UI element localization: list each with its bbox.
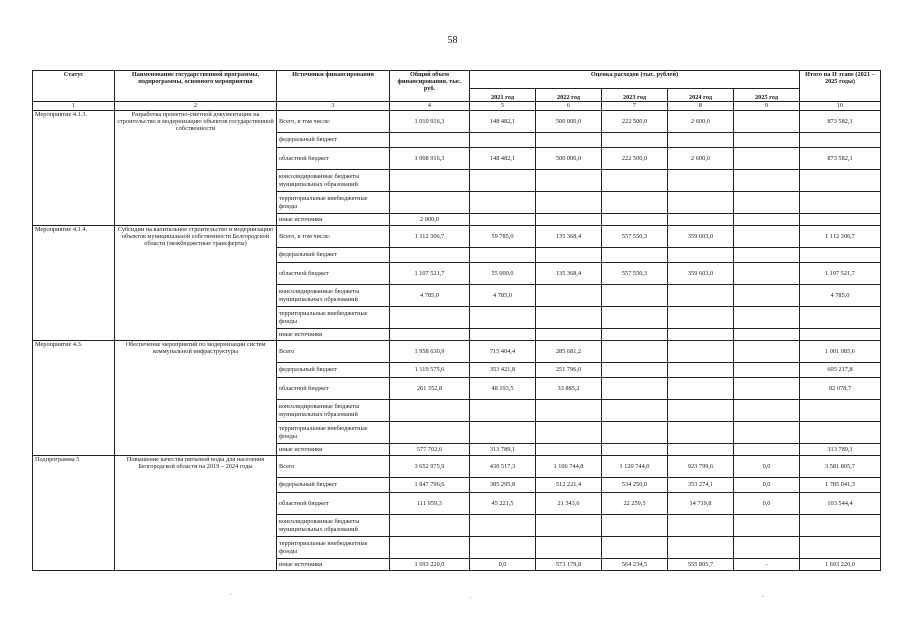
amount-cell: 261 352,8 bbox=[390, 378, 470, 400]
amount-cell bbox=[602, 378, 668, 400]
amount-cell: 55 000,0 bbox=[470, 263, 536, 285]
funding-source: Всего bbox=[277, 341, 390, 363]
row-name: Разработка проектно-сметной документации на строительство и модернизацию объектов государственной собственности bbox=[115, 111, 277, 226]
amount-cell: 135 368,4 bbox=[536, 263, 602, 285]
amount-cell: 873 582,1 bbox=[800, 111, 881, 133]
amount-cell bbox=[470, 170, 536, 192]
funding-source: консолидированные бюджеты муниципальных образований bbox=[277, 170, 390, 192]
funding-source: территориальные внебюджетные фонды bbox=[277, 307, 390, 329]
amount-cell bbox=[602, 214, 668, 226]
amount-cell: 33 885,2 bbox=[536, 378, 602, 400]
amount-cell: 48 193,5 bbox=[470, 378, 536, 400]
amount-cell bbox=[668, 444, 734, 456]
amount-cell bbox=[470, 422, 536, 444]
amount-cell bbox=[602, 537, 668, 559]
amount-cell bbox=[800, 192, 881, 214]
amount-cell bbox=[668, 363, 734, 378]
amount-cell: 4 785,0 bbox=[390, 285, 470, 307]
amount-cell bbox=[470, 515, 536, 537]
amount-cell bbox=[536, 515, 602, 537]
amount-cell bbox=[800, 422, 881, 444]
header-year: 2024 год bbox=[668, 89, 734, 102]
amount-cell bbox=[668, 170, 734, 192]
amount-cell bbox=[602, 192, 668, 214]
amount-cell bbox=[602, 285, 668, 307]
row-status: Мероприятие 4.3. bbox=[33, 341, 115, 456]
amount-cell bbox=[602, 444, 668, 456]
table-row bbox=[33, 341, 881, 363]
amount-cell: 1 120 744,0 bbox=[602, 456, 668, 478]
header-total: Общий объем финансирования, тыс. руб. bbox=[390, 71, 470, 102]
amount-cell: 1 112 306,7 bbox=[390, 226, 470, 248]
amount-cell bbox=[390, 422, 470, 444]
amount-cell: 111 959,3 bbox=[390, 493, 470, 515]
amount-cell: 0,0 bbox=[734, 456, 800, 478]
amount-cell: 0,0 bbox=[470, 559, 536, 571]
funding-source: иные источники bbox=[277, 444, 390, 456]
table-row bbox=[33, 111, 881, 133]
amount-cell bbox=[470, 537, 536, 559]
funding-source: областной бюджет bbox=[277, 263, 390, 285]
amount-cell: 359 603,0 bbox=[668, 263, 734, 285]
amount-cell bbox=[668, 307, 734, 329]
column-number: 6 bbox=[536, 102, 602, 111]
amount-cell: 1 008 916,3 bbox=[390, 148, 470, 170]
amount-cell bbox=[602, 307, 668, 329]
table-header bbox=[33, 71, 881, 111]
amount-cell bbox=[390, 400, 470, 422]
amount-cell bbox=[602, 170, 668, 192]
amount-cell bbox=[734, 192, 800, 214]
funding-source: федеральный бюджет bbox=[277, 363, 390, 378]
amount-cell bbox=[668, 537, 734, 559]
amount-cell bbox=[602, 133, 668, 148]
amount-cell bbox=[536, 214, 602, 226]
amount-cell bbox=[390, 192, 470, 214]
amount-cell bbox=[390, 537, 470, 559]
financing-table bbox=[32, 70, 881, 571]
column-number: 1 bbox=[33, 102, 115, 111]
header-year: 2021 год bbox=[470, 89, 536, 102]
amount-cell bbox=[668, 400, 734, 422]
amount-cell: 82 078,7 bbox=[800, 378, 881, 400]
header-status: Статус bbox=[33, 71, 115, 102]
amount-cell bbox=[470, 329, 536, 341]
amount-cell: 1 001 085,6 bbox=[800, 341, 881, 363]
amount-cell bbox=[602, 422, 668, 444]
row-name: Повышение качества питьевой воды для населения Белгородской области на 2019 – 2024 годы bbox=[115, 456, 277, 571]
amount-cell bbox=[734, 111, 800, 133]
amount-cell bbox=[668, 341, 734, 363]
amount-cell bbox=[668, 214, 734, 226]
amount-cell: 251 796,0 bbox=[536, 363, 602, 378]
amount-cell bbox=[470, 307, 536, 329]
amount-cell: - bbox=[734, 559, 800, 571]
amount-cell: 1 693 220,0 bbox=[390, 559, 470, 571]
funding-source: Всего bbox=[277, 456, 390, 478]
amount-cell: 1 847 796,6 bbox=[390, 478, 470, 493]
amount-cell bbox=[734, 214, 800, 226]
column-number: 10 bbox=[800, 102, 881, 111]
funding-source: консолидированные бюджеты муниципальных образований bbox=[277, 400, 390, 422]
header-year: 2025 год bbox=[734, 89, 800, 102]
funding-source: Всего, в том числе: bbox=[277, 226, 390, 248]
amount-cell: 313 789,1 bbox=[470, 444, 536, 456]
column-number: 9 bbox=[734, 102, 800, 111]
page-number: 58 bbox=[447, 35, 458, 46]
amount-cell bbox=[536, 248, 602, 263]
amount-cell bbox=[536, 170, 602, 192]
amount-cell: 534 250,0 bbox=[602, 478, 668, 493]
amount-cell bbox=[536, 307, 602, 329]
funding-source: территориальные внебюджетные фонды bbox=[277, 537, 390, 559]
amount-cell: 3 581 805,7 bbox=[800, 456, 881, 478]
table-row bbox=[33, 226, 881, 248]
amount-cell: 1 785 041,3 bbox=[800, 478, 881, 493]
amount-cell bbox=[390, 133, 470, 148]
amount-cell: 573 179,8 bbox=[536, 559, 602, 571]
amount-cell bbox=[734, 444, 800, 456]
amount-cell bbox=[536, 422, 602, 444]
amount-cell bbox=[390, 170, 470, 192]
amount-cell bbox=[800, 248, 881, 263]
amount-cell bbox=[734, 170, 800, 192]
column-number: 2 bbox=[115, 102, 277, 111]
amount-cell: 1 010 916,3 bbox=[390, 111, 470, 133]
funding-source: иные источники bbox=[277, 559, 390, 571]
amount-cell bbox=[800, 515, 881, 537]
amount-cell: 555 805,7 bbox=[668, 559, 734, 571]
amount-cell: 500 000,0 bbox=[536, 111, 602, 133]
amount-cell bbox=[734, 248, 800, 263]
amount-cell: 359 603,0 bbox=[668, 226, 734, 248]
funding-source: иные источники bbox=[277, 329, 390, 341]
amount-cell: 1 693 220,0 bbox=[800, 559, 881, 571]
amount-cell bbox=[390, 307, 470, 329]
amount-cell: 22 259,5 bbox=[602, 493, 668, 515]
funding-source: территориальные внебюджетные фонды bbox=[277, 192, 390, 214]
amount-cell bbox=[734, 378, 800, 400]
amount-cell: 2 000,0 bbox=[390, 214, 470, 226]
amount-cell bbox=[470, 248, 536, 263]
amount-cell bbox=[734, 515, 800, 537]
amount-cell bbox=[668, 248, 734, 263]
amount-cell bbox=[734, 341, 800, 363]
amount-cell bbox=[734, 133, 800, 148]
funding-source: областной бюджет bbox=[277, 493, 390, 515]
amount-cell: 500 000,0 bbox=[536, 148, 602, 170]
amount-cell: 1 106 744,8 bbox=[536, 456, 602, 478]
amount-cell: 285 681,2 bbox=[536, 341, 602, 363]
amount-cell: 148 482,1 bbox=[470, 148, 536, 170]
amount-cell bbox=[734, 263, 800, 285]
amount-cell: 385 295,8 bbox=[470, 478, 536, 493]
funding-source: Всего, в том числе: bbox=[277, 111, 390, 133]
amount-cell: 1 107 521,7 bbox=[800, 263, 881, 285]
amount-cell bbox=[536, 133, 602, 148]
table-body bbox=[33, 111, 881, 571]
amount-cell: 1 107 521,7 bbox=[390, 263, 470, 285]
amount-cell bbox=[800, 400, 881, 422]
amount-cell bbox=[470, 214, 536, 226]
amount-cell bbox=[668, 285, 734, 307]
column-number: 8 bbox=[668, 102, 734, 111]
amount-cell: 14 719,8 bbox=[668, 493, 734, 515]
column-number: 5 bbox=[470, 102, 536, 111]
amount-cell bbox=[602, 341, 668, 363]
amount-cell bbox=[734, 363, 800, 378]
amount-cell: 2 600,0 bbox=[668, 148, 734, 170]
amount-cell: 4 785,0 bbox=[470, 285, 536, 307]
amount-cell: 0,0 bbox=[734, 493, 800, 515]
amount-cell bbox=[390, 329, 470, 341]
header-sources: Источники финансирования bbox=[277, 71, 390, 102]
funding-source: консолидированные бюджеты муниципальных образований bbox=[277, 515, 390, 537]
header-estimate: Оценка расходов (тыс. рублей) bbox=[470, 71, 800, 89]
amount-cell bbox=[800, 170, 881, 192]
amount-cell: 21 343,6 bbox=[536, 493, 602, 515]
amount-cell: 353 274,1 bbox=[668, 478, 734, 493]
amount-cell bbox=[470, 133, 536, 148]
amount-cell: 1 112 306,7 bbox=[800, 226, 881, 248]
funding-source: федеральный бюджет bbox=[277, 478, 390, 493]
scan-mark: ` bbox=[230, 594, 232, 600]
amount-cell: 45 221,5 bbox=[470, 493, 536, 515]
amount-cell: 873 582,1 bbox=[800, 148, 881, 170]
amount-cell: 3 652 975,9 bbox=[390, 456, 470, 478]
funding-source: консолидированные бюджеты муниципальных образований bbox=[277, 285, 390, 307]
amount-cell: 222 500,0 bbox=[602, 148, 668, 170]
amount-cell: 557 550,3 bbox=[602, 263, 668, 285]
amount-cell bbox=[668, 378, 734, 400]
amount-cell bbox=[536, 285, 602, 307]
funding-source: областной бюджет bbox=[277, 148, 390, 170]
column-number: 4 bbox=[390, 102, 470, 111]
amount-cell: 103 544,4 bbox=[800, 493, 881, 515]
funding-source: федеральный бюджет bbox=[277, 248, 390, 263]
amount-cell bbox=[734, 537, 800, 559]
amount-cell: 148 482,1 bbox=[470, 111, 536, 133]
amount-cell bbox=[800, 329, 881, 341]
amount-cell bbox=[734, 400, 800, 422]
amount-cell bbox=[734, 307, 800, 329]
funding-source: иные источники bbox=[277, 214, 390, 226]
funding-source: территориальные внебюджетные фонды bbox=[277, 422, 390, 444]
amount-cell bbox=[668, 133, 734, 148]
amount-cell: 59 785,0 bbox=[470, 226, 536, 248]
amount-cell bbox=[668, 515, 734, 537]
amount-cell: 2 600,0 bbox=[668, 111, 734, 133]
amount-cell bbox=[470, 400, 536, 422]
amount-cell bbox=[734, 422, 800, 444]
amount-cell bbox=[668, 329, 734, 341]
amount-cell: 715 404,4 bbox=[470, 341, 536, 363]
table-row bbox=[33, 456, 881, 478]
amount-cell bbox=[390, 515, 470, 537]
amount-cell: 353 421,8 bbox=[470, 363, 536, 378]
amount-cell bbox=[536, 537, 602, 559]
amount-cell: 0,0 bbox=[734, 478, 800, 493]
amount-cell bbox=[602, 363, 668, 378]
amount-cell bbox=[602, 400, 668, 422]
amount-cell: 313 789,1 bbox=[800, 444, 881, 456]
row-name: Обеспечение мероприятий по модернизации систем коммунальной инфраструктуры bbox=[115, 341, 277, 456]
amount-cell bbox=[602, 515, 668, 537]
amount-cell bbox=[734, 329, 800, 341]
amount-cell bbox=[668, 422, 734, 444]
amount-cell: 605 217,8 bbox=[800, 363, 881, 378]
amount-cell bbox=[470, 192, 536, 214]
amount-cell bbox=[536, 329, 602, 341]
amount-cell: 564 234,5 bbox=[602, 559, 668, 571]
row-name: Субсидии на капитальное строительство и модернизацию объектов муниципальной собственности Белгородской области (межбюджетные трансферты) bbox=[115, 226, 277, 341]
amount-cell bbox=[668, 192, 734, 214]
header-stage-total: Итого на II этапе (2021 – 2025 годы) bbox=[800, 71, 881, 102]
header-year: 2023 год bbox=[602, 89, 668, 102]
funding-source: федеральный бюджет bbox=[277, 133, 390, 148]
amount-cell bbox=[390, 248, 470, 263]
column-numbers-row bbox=[33, 102, 881, 111]
amount-cell bbox=[602, 329, 668, 341]
scan-mark: . bbox=[470, 594, 472, 600]
amount-cell: 222 500,0 bbox=[602, 111, 668, 133]
amount-cell: 577 702,6 bbox=[390, 444, 470, 456]
column-number: 7 bbox=[602, 102, 668, 111]
amount-cell bbox=[536, 400, 602, 422]
amount-cell: 512 221,4 bbox=[536, 478, 602, 493]
row-status: Мероприятие 4.1.4. bbox=[33, 226, 115, 341]
row-status: Мероприятие 4.1.3. bbox=[33, 111, 115, 226]
funding-source: областной бюджет bbox=[277, 378, 390, 400]
header-year: 2022 год bbox=[536, 89, 602, 102]
amount-cell bbox=[734, 148, 800, 170]
amount-cell: 1 119 575,6 bbox=[390, 363, 470, 378]
amount-cell bbox=[602, 248, 668, 263]
column-number: 3 bbox=[277, 102, 390, 111]
amount-cell bbox=[800, 307, 881, 329]
amount-cell bbox=[734, 226, 800, 248]
amount-cell: 923 799,6 bbox=[668, 456, 734, 478]
amount-cell bbox=[536, 192, 602, 214]
amount-cell bbox=[800, 214, 881, 226]
amount-cell: 135 368,4 bbox=[536, 226, 602, 248]
amount-cell bbox=[734, 285, 800, 307]
scan-mark: - bbox=[762, 594, 764, 600]
amount-cell bbox=[536, 444, 602, 456]
amount-cell: 430 517,3 bbox=[470, 456, 536, 478]
amount-cell: 557 550,3 bbox=[602, 226, 668, 248]
row-status: Подпрограмма 5 bbox=[33, 456, 115, 571]
amount-cell: 4 785,0 bbox=[800, 285, 881, 307]
amount-cell bbox=[800, 537, 881, 559]
amount-cell bbox=[800, 133, 881, 148]
amount-cell: 1 958 630,9 bbox=[390, 341, 470, 363]
header-name: Наименование государственной программы, подпрограммы, основного мероприятия bbox=[115, 71, 277, 102]
